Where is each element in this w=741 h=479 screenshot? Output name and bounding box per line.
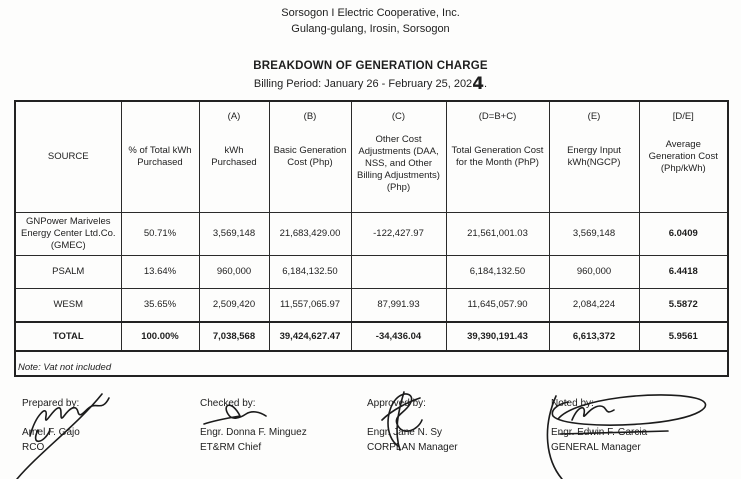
cell-avg-cost: 6.4418: [639, 256, 728, 289]
cell-total-cost: 39,390,191.43: [446, 322, 549, 351]
table-header-row: [15, 101, 728, 213]
cell-pct: 35.65%: [121, 289, 199, 323]
table-empty-row: [15, 351, 728, 376]
signature-block-checked: [200, 398, 370, 455]
empty-cell: [15, 351, 728, 376]
cell-energy-input: 3,569,148: [549, 213, 639, 256]
col-header-pct: % of Total kWh Purchased: [121, 101, 199, 213]
cell-avg-cost: 6.0409: [639, 213, 728, 256]
signature-role: Noted by:: [551, 398, 594, 409]
cell-total-cost: 11,645,057.90: [446, 289, 549, 323]
col-header-kwh: (A) kWh Purchased: [199, 101, 269, 213]
cell-total-cost: 21,561,001.03: [446, 213, 549, 256]
signature-position: GENERAL Manager: [551, 442, 641, 453]
signature-role: Checked by:: [200, 398, 256, 409]
document-title: BREAKDOWN OF GENERATION CHARGE: [253, 60, 488, 72]
col-header-adjustments: (C) Other Cost Adjustments (DAA, NSS, and Other Billing Adjustments) (Php): [351, 101, 446, 213]
cell-pct: 100.00%: [121, 322, 199, 351]
cell-kwh: 3,569,148: [199, 213, 269, 256]
signature-block-noted: [551, 398, 721, 455]
table-row-wesm: [15, 289, 728, 323]
signature-name: Engr. Donna F. Minguez: [200, 427, 307, 438]
cell-adjustments: -122,427.97: [351, 213, 446, 256]
cell-source: GNPower Mariveles Energy Center Ltd.Co. (GMEC): [15, 213, 121, 256]
cell-adjustments: -34,436.04: [351, 322, 446, 351]
signature-position: ET&RM Chief: [200, 442, 262, 453]
cell-source: WESM: [15, 289, 121, 323]
cell-kwh: 2,509,420: [199, 289, 269, 323]
generation-charge-table: [14, 100, 729, 377]
company-name: Sorsogon I Electric Cooperative, Inc.: [281, 7, 460, 19]
company-address: Gulang-gulang, Irosin, Sorsogon: [291, 23, 450, 35]
cell-kwh: 7,038,568: [199, 322, 269, 351]
cell-energy-input: 2,084,224: [549, 289, 639, 323]
table-row-gmec: [15, 213, 728, 256]
signature-role: Approved by:: [367, 398, 426, 409]
table-row-total: [15, 322, 728, 351]
signature-block-prepared: [22, 398, 192, 455]
col-header-source: SOURCE: [15, 101, 121, 213]
cell-kwh: 960,000: [199, 256, 269, 289]
cell-pct: 50.71%: [121, 213, 199, 256]
cell-adjustments: 87,991.93: [351, 289, 446, 323]
signature-block-approved: [367, 398, 537, 455]
signature-position: RCO: [22, 442, 45, 453]
cell-basic: 21,683,429.00: [269, 213, 351, 256]
cell-source: TOTAL: [15, 322, 121, 351]
document-header: [0, 5, 741, 37]
signature-name: Arnel F. Gajo: [22, 427, 80, 438]
col-header-avg-cost: [D/E] Average Generation Cost (Php/kWh): [639, 101, 728, 213]
cell-avg-cost: 5.9561: [639, 322, 728, 351]
col-header-basic-cost: (B) Basic Generation Cost (Php): [269, 101, 351, 213]
cell-energy-input: 960,000: [549, 256, 639, 289]
title-block: [0, 60, 741, 94]
cell-avg-cost: 5.5872: [639, 289, 728, 323]
cell-total-cost: 6,184,132.50: [446, 256, 549, 289]
cell-adjustments: [351, 256, 446, 289]
cell-pct: 13.64%: [121, 256, 199, 289]
table-row-psalm: [15, 256, 728, 289]
vat-note: Note: Vat not included: [18, 362, 112, 373]
handwritten-digit: 4: [472, 74, 485, 94]
billing-period: [0, 74, 741, 94]
cell-basic: 39,424,627.47: [269, 322, 351, 351]
cell-source: PSALM: [15, 256, 121, 289]
billing-period-text: Billing Period: January 26 - February 25, 202: [253, 78, 473, 90]
signature-position: CORPLAN Manager: [367, 442, 458, 453]
cell-basic: 6,184,132.50: [269, 256, 351, 289]
billing-period-suffix: .: [484, 78, 488, 90]
signature-name: Engr. Jane N. Sy: [367, 427, 443, 438]
signature-name: Engr. Edwin F. Garcia: [551, 427, 648, 438]
signature-role: Prepared by:: [22, 398, 80, 409]
cell-basic: 11,557,065.97: [269, 289, 351, 323]
col-header-total-cost: (D=B+C) Total Generation Cost for the Month (PhP): [446, 101, 549, 213]
col-header-energy-input: (E) Energy Input kWh(NGCP): [549, 101, 639, 213]
cell-energy-input: 6,613,372: [549, 322, 639, 351]
